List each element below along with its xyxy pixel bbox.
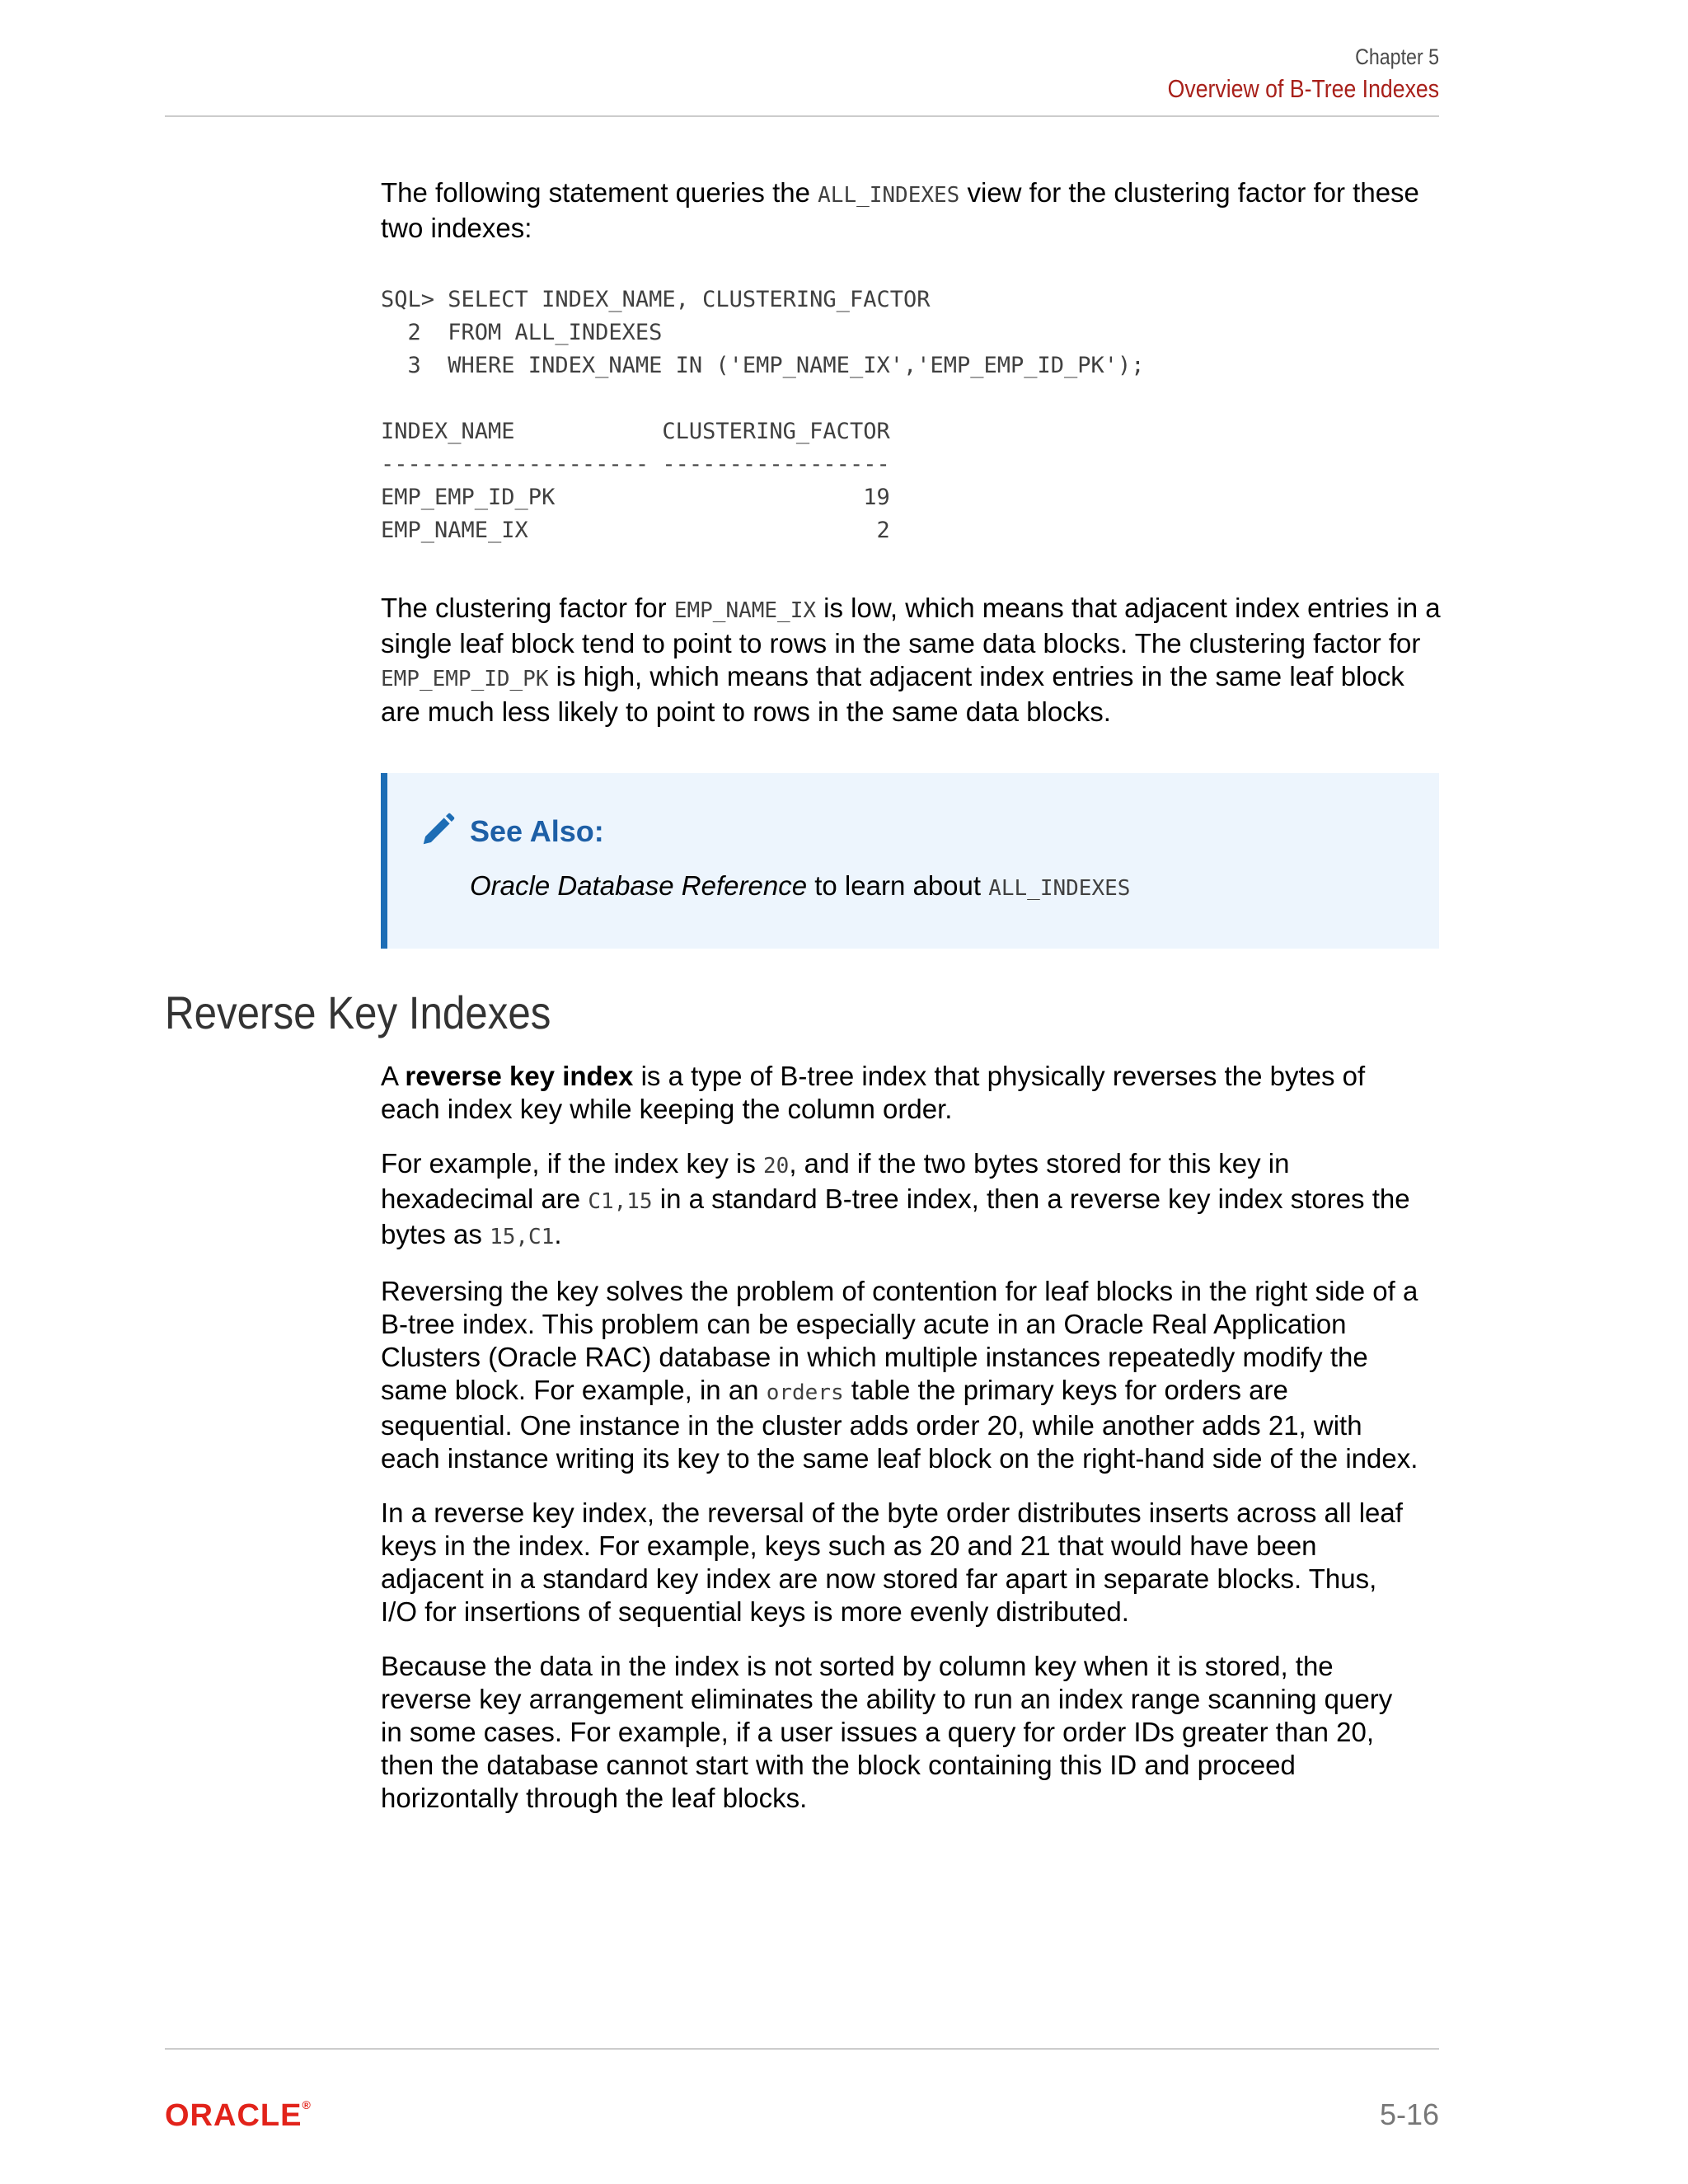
see-also-body: Oracle Database Reference to learn about ALL_INDEXES	[470, 870, 1131, 901]
code-block	[381, 284, 1444, 547]
example-paragraph: For example, if the index key is 20, and if the two bytes stored for this key in hexadecimal are C1,15 in a standard B-tree index, then a reverse key index stores the bytes as 15,C1.	[381, 1148, 1410, 1249]
chapter-label: Chapter 5	[1355, 45, 1439, 69]
contention-paragraph: Reversing the key solves the problem of contention for leaf blocks in the right side of a B-tree index. This problem can be especially acute in an Oracle Real Application Clusters (Oracle RAC) database in which multiple instances repeatedly modify the same block. For example, in an orders table the primary keys for orders are sequential. One instance in the cluster adds order 20, while another adds 21, with each instance writing its key to the same leaf block on the right-hand side of the index.	[381, 1276, 1418, 1474]
distribution-paragraph: In a reverse key index, the reversal of the byte order distributes inserts across all leaf keys in the index. For example, keys such as 20 and 21 that would have been adjacent in a standard key index are now stored far apart in separate blocks. Thus, I/O for insertions of sequential keys is more evenly distributed.	[381, 1497, 1403, 1627]
see-also-note	[381, 773, 1439, 949]
code-listing: SQL> SELECT INDEX_NAME, CLUSTERING_FACTOR 2 FROM ALL_INDEXES 3 WHERE INDEX_NAME IN ('EMP_NAME_IX','EMP_EMP_ID_PK'); INDEX_NAME CLUSTERING_FACTOR -------------------- ----------------- EMP_EMP_ID_PK 19 EMP_NAME_IX 2	[381, 287, 1145, 543]
clustering-paragraph: The clustering factor for EMP_NAME_IX is low, which means that adjacent index entries in a single leaf block tend to point to rows in the same data blocks. The clustering factor for EMP_EMP_ID_PK is high, which means that adjacent index entries in the same leaf block are much less likely to point to rows in the same data blocks.	[381, 593, 1441, 727]
intro-paragraph: The following statement queries the ALL_INDEXES view for the clustering factor for these two indexes:	[381, 177, 1419, 243]
section-heading: Reverse Key Indexes	[165, 987, 551, 1038]
pencil-icon	[419, 811, 457, 849]
page-number: 5-16	[1379, 2097, 1439, 2131]
limitation-paragraph: Because the data in the index is not sorted by column key when it is stored, the reverse key arrangement eliminates the ability to run an index range scanning query in some cases. For example, if a user issues a query for order IDs greater than 20, then the database cannot start with the block containing this ID and proceed horizontally through the leaf blocks.	[381, 1651, 1393, 1813]
reference-link[interactable]: Oracle Database Reference	[470, 870, 808, 901]
oracle-logo: ORACLE®	[165, 2098, 312, 2133]
inline-code: ALL_INDEXES	[818, 183, 960, 208]
see-also-title: See Also:	[470, 814, 604, 848]
footer-divider	[165, 2048, 1439, 2050]
section-title: Overview of B-Tree Indexes	[1167, 74, 1439, 103]
header-divider	[165, 115, 1439, 117]
page-header	[1123, 41, 1439, 105]
definition-paragraph: A reverse key index is a type of B-tree index that physically reverses the bytes of each index key while keeping the column order.	[381, 1061, 1366, 1124]
reverse-key-body	[381, 1060, 1419, 1815]
